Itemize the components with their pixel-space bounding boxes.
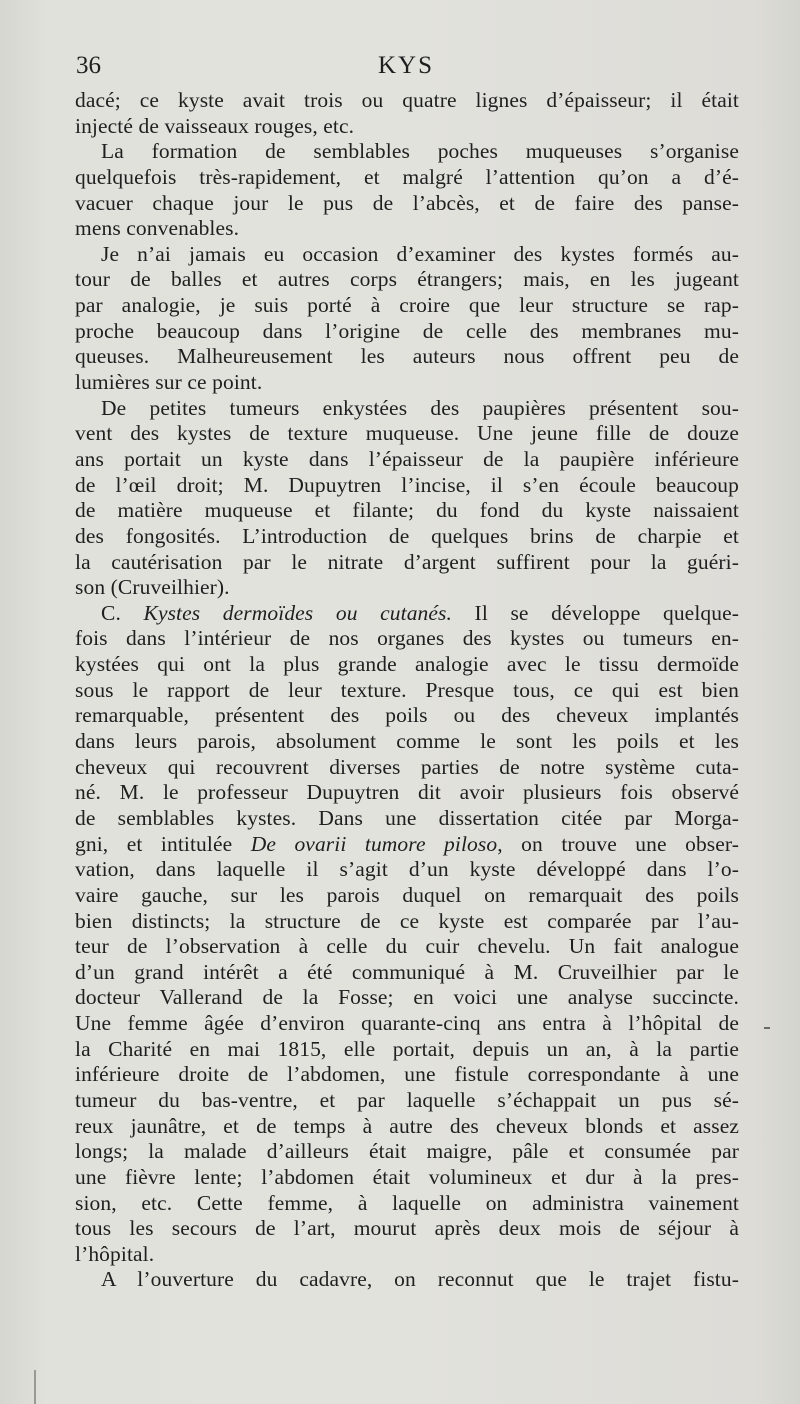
text-run: C.: [101, 600, 144, 625]
text-run: d’un grand intérêt a été communiqué à M. Cruveilhier par le: [75, 959, 739, 984]
text-run: des fongosités. L’introduction de quelques brins de charpie et: [75, 523, 739, 548]
text-run: De petites tumeurs enkystées des paupières présentent sou-: [101, 395, 739, 420]
text-run: remarquable, présentent des poils ou des cheveux implantés: [75, 703, 739, 728]
text-run: gni, et intitulée: [75, 831, 251, 856]
text-line: [75, 1216, 739, 1242]
text-run: son (Cruveilhier).: [75, 575, 230, 600]
text-run: fois dans l’intérieur de nos organes des kystes ou tumeurs en-: [75, 626, 739, 651]
text-run: Une femme âgée d’environ quarante-cinq ans entra à l’hôpital de: [75, 1011, 739, 1036]
text-line: [75, 883, 739, 909]
text-line: [75, 191, 739, 217]
text-line: [75, 1037, 739, 1063]
text-line: [75, 755, 739, 781]
text-run: reux jaunâtre, et de temps à autre des cheveux blonds et assez: [75, 1113, 739, 1138]
text-line: [75, 1011, 739, 1037]
text-line: [75, 319, 739, 345]
text-line: [75, 703, 739, 729]
text-run: quelquefois très-rapidement, et malgré l’attention qu’on a d’é-: [75, 164, 739, 189]
text-line: [75, 396, 739, 422]
text-run: de l’œil droit; M. Dupuytren l’incise, il s’en écoule beaucoup: [75, 472, 739, 497]
text-run: vent des kystes de texture muqueuse. Une jeune fille de douze: [75, 421, 739, 446]
text-line: [75, 242, 739, 268]
text-run: injecté de vaisseaux rouges, etc.: [75, 113, 355, 138]
text-line: [75, 626, 739, 652]
text-line: [75, 344, 739, 370]
text-line: [75, 960, 739, 986]
text-line: [75, 1114, 739, 1140]
text-line: [75, 216, 739, 242]
text-run: dacé; ce kyste avait trois ou quatre lignes d’épaisseur; il était: [75, 88, 739, 112]
text-line: [75, 1267, 739, 1293]
text-run: tour de balles et autres corps étrangers; mais, en les jugeant: [75, 267, 739, 292]
text-run: lumières sur ce point.: [75, 370, 263, 395]
text-run: une fièvre lente; l’abdomen était volumineux et dur à la pres-: [75, 1164, 739, 1189]
text-line: [75, 985, 739, 1011]
text-line: [75, 1062, 739, 1088]
page-number: 36: [76, 52, 101, 79]
text-line: [75, 447, 739, 473]
text-run: sous le rapport de leur texture. Presque tous, ce qui est bien: [75, 677, 739, 702]
text-run: bien distincts; la structure de ce kyste est comparée par l’au-: [75, 908, 739, 933]
text-run: tous les secours de l’art, mourut après deux mois de séjour à: [75, 1216, 739, 1241]
text-run: kystées qui ont la plus grande analogie avec le tissu dermoïde: [75, 652, 739, 677]
text-line: [75, 165, 739, 191]
ink-speck: [764, 1027, 770, 1029]
text-line: [75, 370, 739, 396]
text-line: [75, 1191, 739, 1217]
text-run: vaire gauche, sur les parois duquel on remarquait des poils: [75, 882, 739, 907]
text-run: la Charité en mai 1815, elle portait, depuis un an, à la partie: [75, 1036, 739, 1061]
text-run: , on trouve une obser-: [497, 831, 740, 856]
text-line: [75, 1088, 739, 1114]
body-text: [75, 88, 739, 1293]
text-run: longs; la malade d’ailleurs était maigre, pâle et consumée par: [75, 1139, 739, 1164]
text-run: docteur Vallerand de la Fosse; en voici une analyse succincte.: [75, 985, 739, 1010]
text-run: vacuer chaque jour le pus de l’abcès, et de faire des panse-: [75, 190, 739, 215]
text-line: [75, 293, 739, 319]
text-run: A l’ouverture du cadavre, on reconnut que le trajet fistu-: [101, 1267, 739, 1292]
text-line: [75, 678, 739, 704]
text-line: [75, 498, 739, 524]
text-line: [75, 934, 739, 960]
text-run: proche beaucoup dans l’origine de celle des membranes mu-: [75, 318, 739, 343]
text-run: la cautérisation par le nitrate d’argent suffirent pour la guéri-: [75, 549, 739, 574]
text-line: [75, 267, 739, 293]
text-line: [75, 550, 739, 576]
text-line: [75, 473, 739, 499]
text-line: [75, 1165, 739, 1191]
text-line: [75, 421, 739, 447]
text-run: dans leurs parois, absolument comme le sont les poils et les: [75, 729, 739, 754]
text-run: né. M. le professeur Dupuytren dit avoir plusieurs fois observé: [75, 780, 739, 805]
text-run: de matière muqueuse et filante; du fond du kyste naissaient: [75, 498, 739, 523]
margin-rule: [34, 1370, 36, 1404]
text-line: [75, 601, 739, 627]
text-run: par analogie, je suis porté à croire que leur structure se rap-: [75, 293, 739, 318]
text-line: [75, 1139, 739, 1165]
text-line: [75, 832, 739, 858]
text-line: [75, 575, 739, 601]
text-line: [75, 729, 739, 755]
text-run: de semblables kystes. Dans une dissertation citée par Morga-: [75, 805, 739, 830]
text-line: [75, 139, 739, 165]
text-run: tumeur du bas-ventre, et par laquelle s’échappait un pus sé-: [75, 1087, 739, 1112]
text-run: Il se développe quelque-: [451, 600, 739, 625]
text-run: mens convenables.: [75, 216, 240, 241]
text-line: [75, 909, 739, 935]
text-line: [75, 88, 739, 114]
text-run: teur de l’observation à celle du cuir chevelu. Un fait analogue: [75, 934, 739, 959]
text-run: Je n’ai jamais eu occasion d’examiner des kystes formés au-: [101, 241, 739, 266]
text-line: [75, 652, 739, 678]
text-run: l’hôpital.: [75, 1241, 155, 1266]
text-line: [75, 1242, 739, 1268]
italic-text: Kystes dermoïdes ou cutanés.: [143, 600, 452, 625]
text-line: [75, 857, 739, 883]
italic-text: De ovarii tumore piloso: [250, 831, 498, 856]
text-run: La formation de semblables poches muqueuses s’organise: [101, 139, 739, 164]
running-head: [76, 52, 746, 92]
text-run: sion, etc. Cette femme, à laquelle on administra vainement: [75, 1190, 739, 1215]
text-line: [75, 780, 739, 806]
text-run: vation, dans laquelle il s’agit d’un kyste développé dans l’o-: [75, 857, 739, 882]
text-run: queuses. Malheureusement les auteurs nous offrent peu de: [75, 344, 739, 369]
text-run: ans portait un kyste dans l’épaisseur de la paupière inférieure: [75, 446, 739, 471]
running-title: KYS: [378, 52, 435, 79]
text-line: [75, 806, 739, 832]
text-run: cheveux qui recouvrent diverses parties de notre système cuta-: [75, 754, 739, 779]
text-line: [75, 114, 739, 140]
text-line: [75, 524, 739, 550]
text-run: inférieure droite de l’abdomen, une fistule correspondante à une: [75, 1062, 739, 1087]
